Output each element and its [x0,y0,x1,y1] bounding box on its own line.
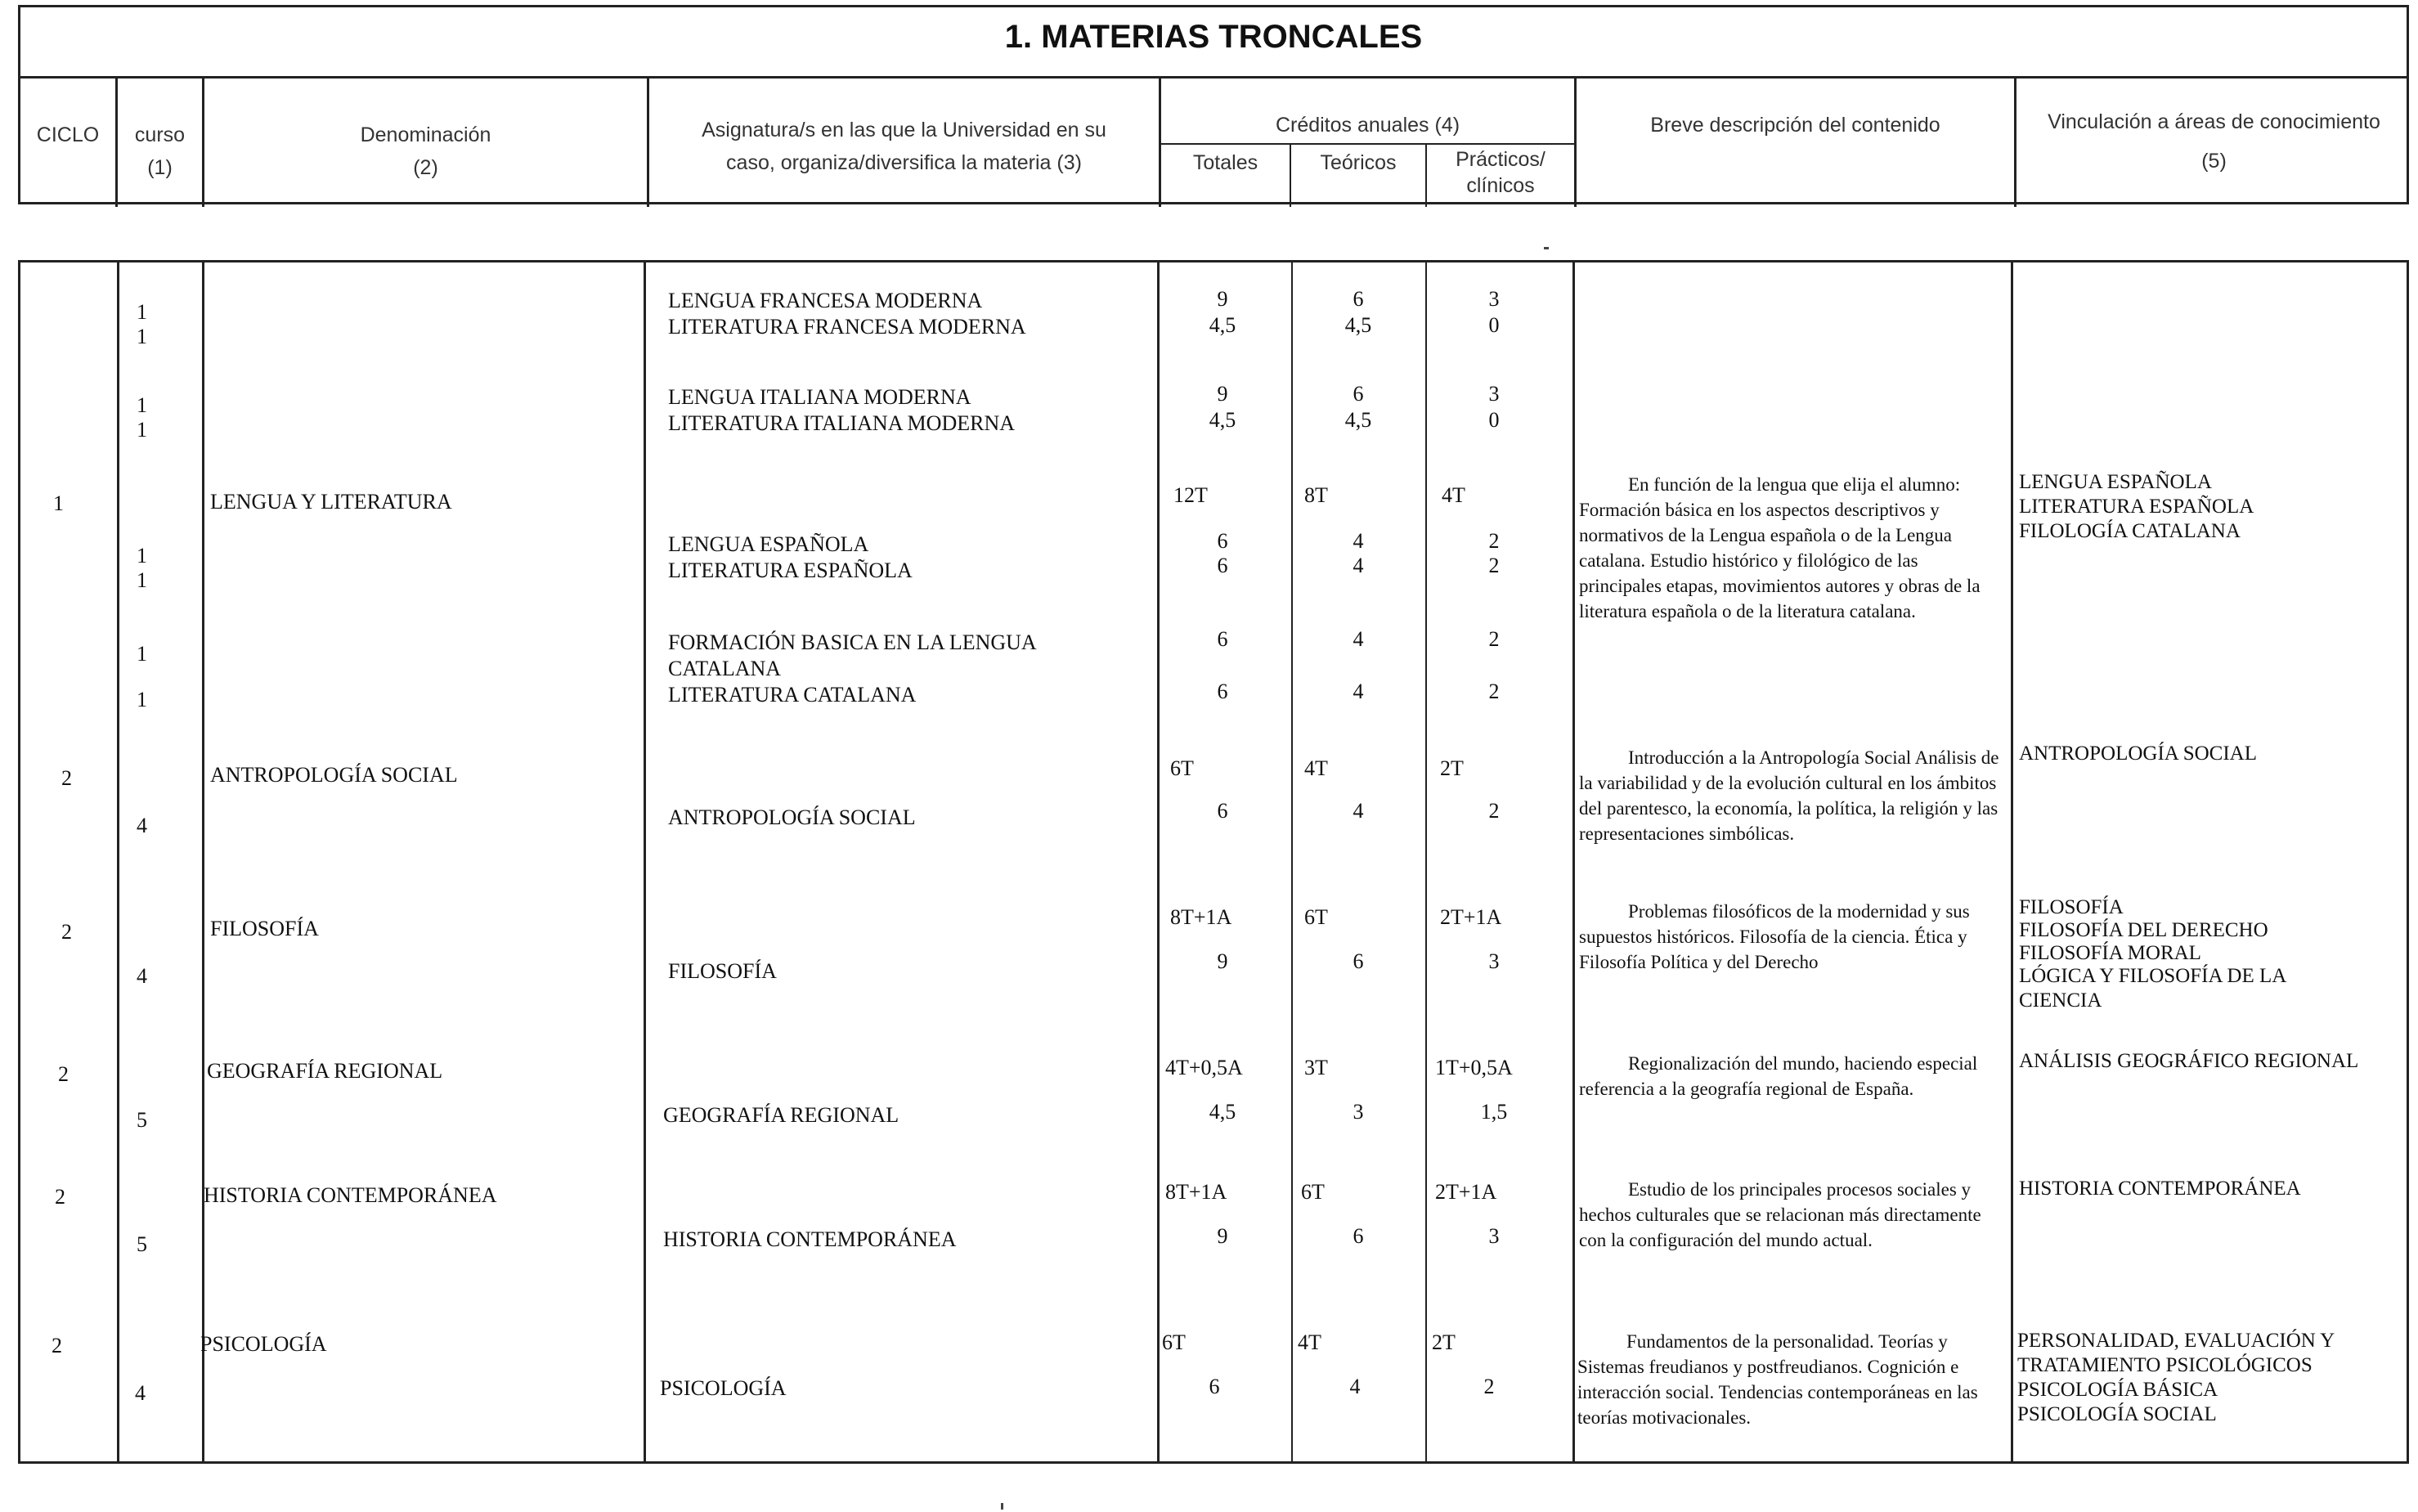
descripcion-value: Introducción a la Antropología Social Análisis de la variabilidad y de la evolución cultural en los ámbitos del parentesco, la economía, la política, la religión y las representaciones simbólicas. [1579,747,1999,844]
area-item: PSICOLOGÍA BÁSICA [2017,1379,2218,1401]
asignatura-value: LENGUA ESPAÑOLA [668,532,869,556]
area-item: LÓGICA Y FILOSOFÍA DE LA [2019,965,2287,987]
teoricos-value: 6T [1304,905,1328,929]
s-totales-value: 6 [1217,799,1228,823]
s-practicos-value: 3 [1488,382,1500,406]
s-totales-value: 6 [1217,529,1228,553]
curso-value: 1 [137,300,147,324]
asignatura-value: LITERATURA ESPAÑOLA [668,559,913,582]
area-item: FILOSOFÍA MORAL [2019,942,2201,964]
s-practicos-value: 3 [1488,949,1500,973]
practicos-value: 2T [1440,756,1464,780]
s-totales-value: 4,5 [1209,313,1236,337]
asignatura-value: FILOSOFÍA [668,959,777,983]
s-totales-value: 4,5 [1209,408,1236,432]
area-item: PERSONALIDAD, EVALUACIÓN Y [2017,1330,2335,1352]
curso-value: 1 [137,325,147,348]
curso-value: 1 [137,393,147,417]
asignatura-value: GEOGRAFÍA REGIONAL [663,1103,899,1127]
s-totales-value: 6 [1217,554,1228,577]
curso-value: 4 [137,964,147,988]
area-item: ANÁLISIS GEOGRÁFICO REGIONAL [2019,1050,2359,1072]
s-teoricos-value: 4 [1353,799,1364,823]
s-practicos-value: 3 [1488,287,1500,311]
practicos-value: 4T [1442,483,1465,507]
asignatura-value: LENGUA ITALIANA MODERNA [668,385,971,409]
area-item: ANTROPOLOGÍA SOCIAL [2019,743,2257,765]
asignatura-value: LITERATURA CATALANA [668,683,917,707]
s-practicos-value: 2 [1483,1375,1495,1398]
asignatura-value: ANTROPOLOGÍA SOCIAL [668,805,916,829]
descripcion-value: Problemas filosóficos de la modernidad y sus supuestos históricos. Filosofía de la ciencia. Ética y Filosofía Política y del Derecho [1579,901,1970,972]
scan-mark [1001,1503,1003,1510]
asignatura-value: PSICOLOGÍA [660,1376,787,1400]
curso-value: 1 [137,418,147,442]
s-practicos-value: 2 [1488,554,1500,577]
ciclo-value: 2 [55,1185,65,1209]
s-practicos-value: 0 [1488,408,1500,432]
col-totales-header: Totales [1192,151,1258,174]
ciclo-value: 1 [53,491,64,515]
denominacion-value: HISTORIA CONTEMPORÁNEA [204,1183,497,1207]
area-item: FILOSOFÍA [2019,896,2124,918]
denominacion-value: GEOGRAFÍA REGIONAL [207,1059,443,1083]
ciclo-value: 2 [58,1062,69,1086]
col-practicos-header-2: clínicos [1466,174,1535,197]
title-bar [20,7,2407,79]
denominacion-value: FILOSOFÍA [210,917,319,940]
area-item: HISTORIA CONTEMPORÁNEA [2019,1178,2301,1200]
materias-table [18,260,2409,1464]
asignatura-value: LITERATURA ITALIANA MODERNA [668,411,1015,435]
area-item: TRATAMIENTO PSICOLÓGICOS [2017,1354,2313,1376]
asignatura-value: LENGUA FRANCESA MODERNA [668,289,983,312]
scan-mark [1544,247,1549,249]
totales-value: 12T [1173,483,1208,507]
totales-value: 6T [1162,1330,1186,1354]
denominacion-value: PSICOLOGÍA [200,1332,327,1356]
s-practicos-value: 3 [1488,1224,1500,1248]
teoricos-value: 4T [1304,756,1328,780]
col-vinculacion-header: Vinculación a áreas de conocimiento [2048,110,2380,133]
area-item: PSICOLOGÍA SOCIAL [2017,1403,2217,1425]
teoricos-value: 3T [1304,1056,1328,1079]
area-item: LITERATURA ESPAÑOLA [2019,496,2254,518]
s-practicos-value: 2 [1488,627,1500,651]
totales-value: 8T+1A [1170,905,1232,929]
col-teoricos-header: Teóricos [1320,151,1397,174]
s-teoricos-value: 3 [1353,1100,1364,1124]
s-teoricos-value: 4 [1353,554,1364,577]
ciclo-value: 2 [61,920,72,944]
practicos-value: 2T+1A [1435,1180,1497,1204]
ciclo-value: 2 [61,766,72,790]
col-descripcion-header: Breve descripción del contenido [1650,114,1940,137]
teoricos-value: 4T [1298,1330,1321,1354]
col-curso-note: (1) [147,156,173,179]
s-totales-value: 9 [1217,287,1228,311]
s-totales-value: 6 [1217,680,1228,703]
curso-value: 5 [137,1232,147,1256]
s-practicos-value: 2 [1488,680,1500,703]
descripcion-value: En función de la lengua que elija el alumno: Formación básica en los aspectos descriptivos y normativos de la Lengua española o de la Lengua catalana. Estudio histórico y filológico de las principales etapas, movimientos autores y obras de la literatura española o de la literatura catalana. [1579,474,1981,621]
totales-value: 4T+0,5A [1165,1056,1243,1079]
col-asignaturas-header-2: caso, organiza/diversifica la materia (3) [726,151,1082,174]
col-denominacion-header: Denominación [360,123,491,146]
s-teoricos-value: 6 [1353,382,1364,406]
area-item: FILOSOFÍA DEL DERECHO [2019,919,2268,941]
curso-value: 1 [137,688,147,711]
col-vinculacion-note: (5) [2201,150,2227,173]
teoricos-value: 8T [1304,483,1328,507]
col-denominacion-note: (2) [413,156,438,179]
s-teoricos-value: 4 [1353,680,1364,703]
s-teoricos-value: 6 [1353,1224,1364,1248]
s-totales-value: 4,5 [1209,1100,1236,1124]
s-totales-value: 9 [1217,1224,1228,1248]
s-teoricos-value: 4 [1353,529,1364,553]
curso-value: 4 [137,814,147,837]
s-teoricos-value: 4,5 [1344,313,1372,337]
area-item: FILOLOGÍA CATALANA [2019,520,2241,542]
descripcion-value: Fundamentos de la personalidad. Teorías y Sistemas freudianos y postfreudianos. Cognición e interacción social. Tendencias contemporáneas en las teorías motivacionales. [1577,1331,1978,1428]
curso-value: 1 [137,544,147,568]
asignatura-value: LITERATURA FRANCESA MODERNA [668,315,1026,339]
asignatura-value: HISTORIA CONTEMPORÁNEA [663,1227,957,1251]
s-teoricos-value: 4 [1353,627,1364,651]
curso-value: 1 [137,568,147,592]
s-teoricos-value: 6 [1353,287,1364,311]
practicos-value: 1T+0,5A [1435,1056,1513,1079]
area-item: CIENCIA [2019,989,2102,1012]
curso-value: 5 [137,1108,147,1132]
totales-value: 6T [1170,756,1194,780]
s-teoricos-value: 4,5 [1344,408,1372,432]
s-practicos-value: 0 [1488,313,1500,337]
totales-value: 8T+1A [1165,1180,1227,1204]
s-totales-value: 9 [1217,382,1228,406]
col-creditos-header: Créditos anuales (4) [1275,114,1460,137]
col-ciclo-header: CICLO [36,123,100,146]
s-totales-value: 6 [1217,627,1228,651]
ciclo-value: 2 [52,1334,62,1357]
denominacion-value: ANTROPOLOGÍA SOCIAL [210,763,458,787]
area-item: LENGUA ESPAÑOLA [2019,471,2212,493]
asignatura-value: FORMACIÓN BASICA EN LA LENGUA [668,630,1037,654]
col-curso-header: curso [134,123,186,146]
s-teoricos-value: 4 [1349,1375,1361,1398]
descripcion-value: Estudio de los principales procesos sociales y hechos culturales que se relacionan más directamente con la configuración del mundo actual. [1579,1179,1981,1250]
table-header [18,5,2409,204]
s-practicos-value: 1,5 [1480,1100,1508,1124]
curso-value: 4 [135,1381,146,1405]
curso-value: 1 [137,642,147,666]
page-title: 1. MATERIAS TRONCALES [1004,19,1423,55]
practicos-value: 2T [1432,1330,1456,1354]
asignatura-value-line2: CATALANA [668,657,782,680]
teoricos-value: 6T [1301,1180,1325,1204]
s-practicos-value: 2 [1488,529,1500,553]
col-asignaturas-header-1: Asignatura/s en las que la Universidad en su [702,119,1106,141]
s-practicos-value: 2 [1488,799,1500,823]
s-teoricos-value: 6 [1353,949,1364,973]
denominacion-value: LENGUA Y LITERATURA [210,490,452,514]
s-totales-value: 6 [1209,1375,1220,1398]
col-practicos-header-1: Prácticos/ [1456,148,1545,171]
practicos-value: 2T+1A [1440,905,1502,929]
descripcion-value: Regionalización del mundo, haciendo especial referencia a la geografía regional de España. [1579,1053,1978,1099]
s-totales-value: 9 [1217,949,1228,973]
